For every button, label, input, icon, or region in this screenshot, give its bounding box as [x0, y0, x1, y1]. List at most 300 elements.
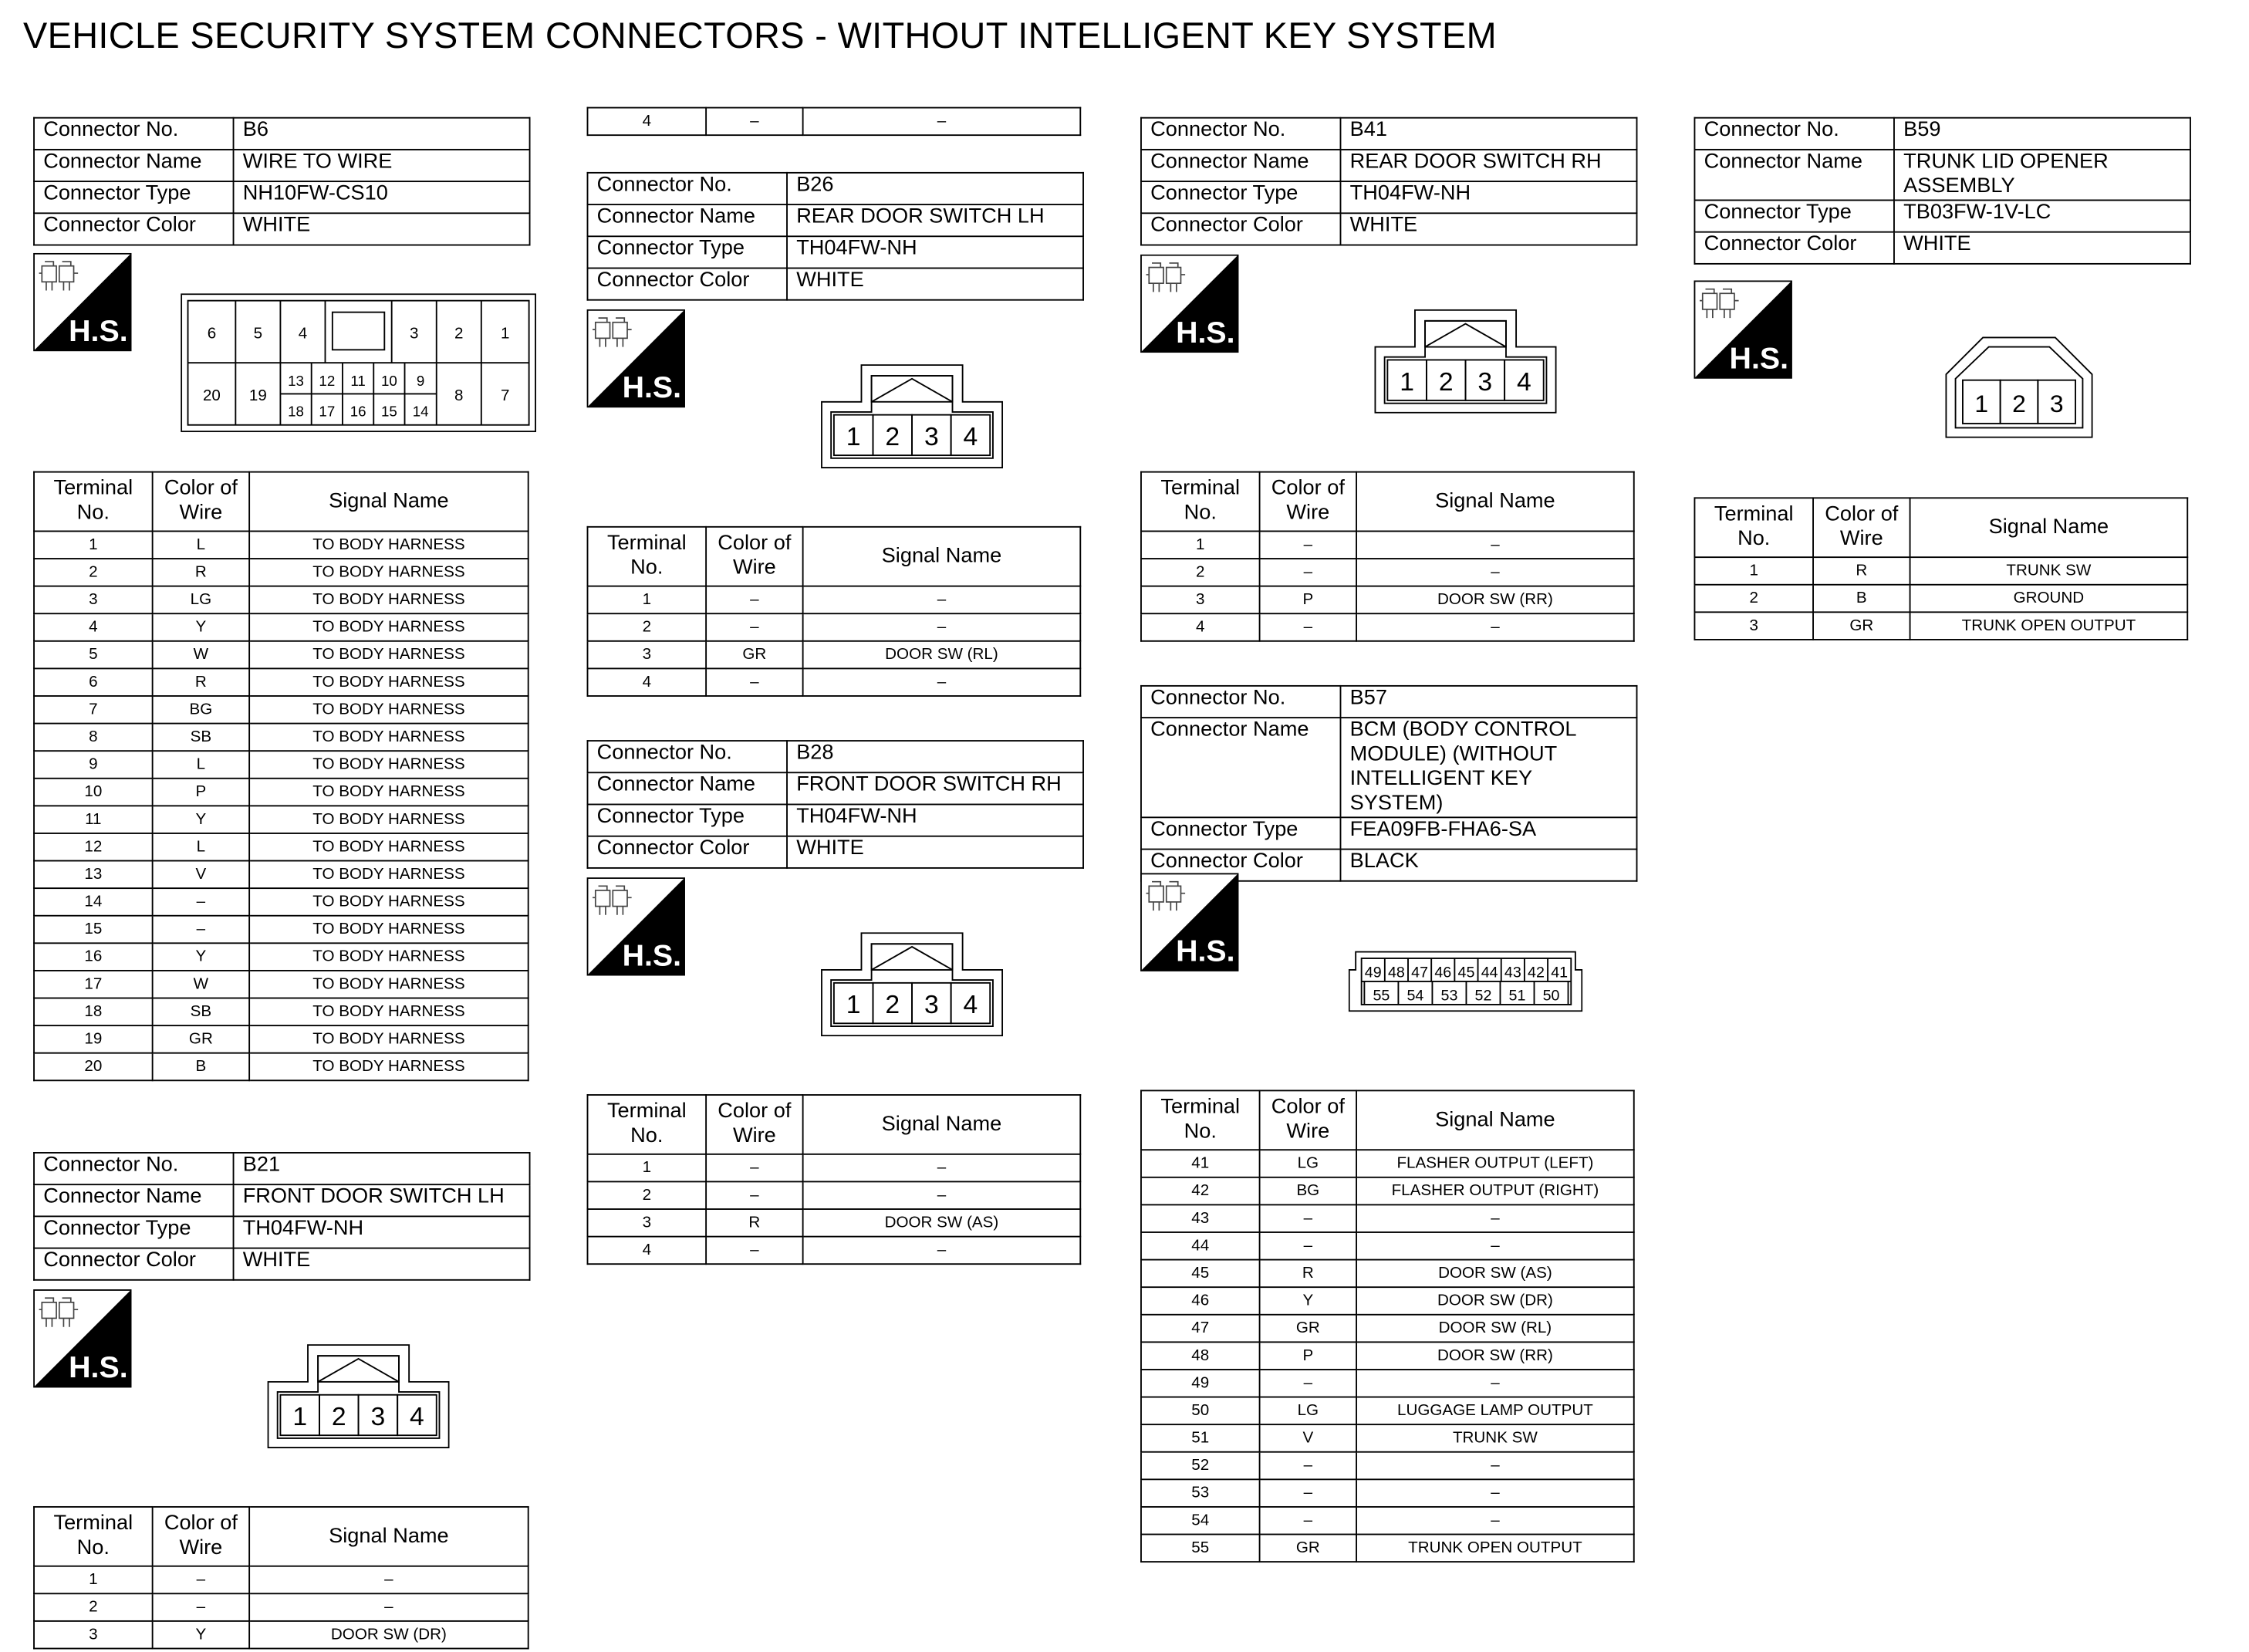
pin-label: 49 [1364, 964, 1382, 981]
signal-name-cell: TO BODY HARNESS [249, 833, 528, 861]
wire-color-cell: – [706, 613, 803, 641]
terminal-cell: 20 [34, 1053, 153, 1081]
wire-color-cell: B [1813, 585, 1910, 613]
connector-name-label: Connector Name [1694, 150, 1894, 201]
signal-name-cell: DOOR SW (RR) [1356, 1342, 1634, 1370]
table-row [587, 1237, 1080, 1265]
connector-type-label: Connector Type [587, 236, 787, 268]
signal-name-header: Signal Name [1356, 1090, 1634, 1150]
pin-label: 20 [202, 386, 221, 404]
table-row [1141, 559, 1634, 586]
wire-color-cell: V [1260, 1424, 1357, 1452]
terminal-cell: 15 [34, 916, 153, 944]
table-row [34, 998, 528, 1026]
terminal-cell: 54 [1141, 1507, 1260, 1535]
terminal-cell: 1 [1694, 557, 1813, 585]
wire-color-cell: – [1260, 1370, 1357, 1397]
connector-no-value: B6 [234, 118, 530, 150]
signal-name-cell: TRUNK OPEN OUTPUT [1356, 1535, 1634, 1562]
b28-header-table [587, 740, 1084, 869]
pin-label: 10 [380, 373, 397, 390]
terminal-cell: 51 [1141, 1424, 1260, 1452]
signal-name-cell: TO BODY HARNESS [249, 1025, 528, 1053]
pin-label: 48 [1387, 964, 1405, 981]
pin-label: 3 [924, 421, 939, 451]
hs-harness-side-icon [587, 877, 685, 975]
wire-color-cell: – [153, 1566, 250, 1594]
wire-color-cell: – [153, 916, 250, 944]
connector-no-label: Connector No. [34, 1153, 234, 1184]
wire-color-cell: – [1260, 531, 1357, 559]
table-row [34, 641, 528, 669]
connector-type-label: Connector Type [34, 181, 234, 213]
connector-color-label: Connector Color [1141, 213, 1341, 245]
hs-harness-side-icon [587, 309, 685, 407]
pin-label: 4 [963, 421, 978, 451]
table-row [587, 1154, 1080, 1182]
hs-harness-side-icon [1694, 280, 1792, 378]
terminal-no-header: Terminal No. [34, 1507, 153, 1566]
wire-color-cell: SB [153, 998, 250, 1026]
table-row [1694, 557, 2187, 585]
wire-color-cell: GR [1260, 1535, 1357, 1562]
wire-color-cell: R [1813, 557, 1910, 585]
b21-connector-face-diagram [268, 1344, 450, 1448]
connector-type-value: FEA09FB-FHA6-SA [1340, 817, 1636, 849]
terminal-cell: 49 [1141, 1370, 1260, 1397]
table-row [34, 1566, 528, 1594]
terminal-cell: 1 [1141, 531, 1260, 559]
signal-name-header: Signal Name [249, 1507, 528, 1566]
terminal-cell: 2 [587, 613, 706, 641]
connector-color-value: WHITE [787, 268, 1083, 299]
pin-label: 50 [1542, 987, 1560, 1005]
pin-label: 53 [1440, 987, 1458, 1005]
connector-name-label: Connector Name [1141, 718, 1341, 817]
signal-name-cell: TO BODY HARNESS [249, 806, 528, 833]
signal-name-cell: – [1356, 1204, 1634, 1232]
signal-name-cell: – [1356, 613, 1634, 641]
hs-label: H.S. [1176, 934, 1235, 968]
wire-color-cell: Y [153, 1621, 250, 1649]
pin-label: 1 [846, 421, 861, 451]
hs-label: H.S. [69, 1350, 128, 1385]
wire-color-cell: – [706, 1154, 803, 1182]
table-row [34, 1053, 528, 1081]
b28-connector-face-diagram [821, 932, 1003, 1036]
table-row [1141, 1452, 1634, 1480]
connector-no-value: B41 [1340, 118, 1636, 150]
wire-color-cell: – [706, 668, 803, 696]
pin-label: 43 [1504, 964, 1521, 981]
connector-color-label: Connector Color [1694, 232, 1894, 264]
pin-label: 51 [1508, 987, 1526, 1005]
wire-color-cell: W [153, 971, 250, 998]
pin-label: 9 [416, 373, 425, 390]
pin-label: 12 [319, 373, 336, 390]
wire-color-header: Color of Wire [706, 527, 803, 586]
wire-color-cell: – [706, 1181, 803, 1209]
signal-name-cell: – [803, 1181, 1081, 1209]
signal-name-cell: TO BODY HARNESS [249, 724, 528, 752]
pin-label: 47 [1411, 964, 1429, 981]
wire-color-cell: LG [153, 586, 250, 614]
signal-name-cell: – [1356, 1232, 1634, 1260]
signal-name-cell: TO BODY HARNESS [249, 613, 528, 641]
terminal-cell: 2 [34, 1593, 153, 1621]
signal-name-cell: – [249, 1566, 528, 1594]
pin-label: 41 [1551, 964, 1569, 981]
wire-color-cell: – [1260, 1232, 1357, 1260]
table-row [1141, 1287, 1634, 1315]
signal-name-cell: – [1356, 1370, 1634, 1397]
table-row [34, 1025, 528, 1053]
terminal-cell: 55 [1141, 1535, 1260, 1562]
connector-name-label: Connector Name [1141, 150, 1341, 181]
wire-color-cell: – [1260, 1479, 1357, 1507]
table-row [1694, 585, 2187, 613]
signal-name-cell: – [1356, 531, 1634, 559]
signal-name-cell: TO BODY HARNESS [249, 668, 528, 696]
wire-color-cell: – [706, 586, 803, 614]
wire-color-cell: L [153, 751, 250, 779]
connector-color-label: Connector Color [34, 1248, 234, 1280]
signal-name-cell: TRUNK SW [1356, 1424, 1634, 1452]
connector-no-value: B21 [234, 1153, 530, 1184]
wire-color-cell: – [153, 1593, 250, 1621]
connector-name-value: WIRE TO WIRE [234, 150, 530, 181]
wire-color-cell: – [1260, 1452, 1357, 1480]
table-row [34, 833, 528, 861]
terminal-cell: 18 [34, 998, 153, 1026]
table-row [1141, 1204, 1634, 1232]
connector-name-label: Connector Name [34, 150, 234, 181]
table-row [34, 613, 528, 641]
connector-color-label: Connector Color [587, 836, 787, 868]
table-row [587, 668, 1080, 696]
connector-type-label: Connector Type [1141, 817, 1341, 849]
signal-name-cell: TO BODY HARNESS [249, 751, 528, 779]
signal-name-cell: TO BODY HARNESS [249, 861, 528, 889]
connector-type-label: Connector Type [1141, 181, 1341, 213]
table-row [1141, 1260, 1634, 1288]
terminal-cell: 4 [1141, 613, 1260, 641]
table-row [1141, 1397, 1634, 1425]
pin-label: 2 [454, 324, 464, 343]
signal-name-cell: DOOR SW (RR) [1356, 586, 1634, 614]
connector-color-value: WHITE [234, 213, 530, 245]
wire-color-header: Color of Wire [153, 1507, 250, 1566]
signal-name-cell: TO BODY HARNESS [249, 916, 528, 944]
table-row [1141, 1177, 1634, 1205]
terminal-cell: 8 [34, 724, 153, 752]
signal-name-cell: DOOR SW (DR) [249, 1621, 528, 1649]
terminal-cell: 42 [1141, 1177, 1260, 1205]
signal-name-cell: DOOR SW (DR) [1356, 1287, 1634, 1315]
terminal-cell: 41 [1141, 1150, 1260, 1177]
wire-color-cell: L [153, 833, 250, 861]
terminal-cell: 4 [587, 1237, 706, 1265]
terminal-cell: 4 [34, 613, 153, 641]
table-row [587, 1209, 1080, 1237]
signal-name-cell: TRUNK SW [1910, 557, 2188, 585]
terminal-cell: 4 [587, 108, 706, 136]
terminal-cell: 45 [1141, 1260, 1260, 1288]
wire-color-cell: Y [153, 806, 250, 833]
table-row [34, 779, 528, 806]
table-row [587, 613, 1080, 641]
wire-color-cell: R [706, 1209, 803, 1237]
wire-color-cell: LG [1260, 1397, 1357, 1425]
wire-color-header: Color of Wire [1260, 1090, 1357, 1150]
pin-label: 17 [319, 403, 336, 420]
table-row [34, 1621, 528, 1649]
pin-label: 1 [500, 324, 510, 343]
terminal-cell: 1 [34, 531, 153, 559]
table-row [1141, 1424, 1634, 1452]
pin-label: 46 [1434, 964, 1452, 981]
signal-name-cell: – [1356, 1507, 1634, 1535]
wire-color-cell: P [1260, 586, 1357, 614]
terminal-cell: 11 [34, 806, 153, 833]
b6-connector-face-diagram [181, 293, 536, 432]
signal-name-cell: TO BODY HARNESS [249, 779, 528, 806]
table-row [1141, 1232, 1634, 1260]
pin-label: 14 [412, 403, 429, 420]
table-row [34, 888, 528, 916]
terminal-cell: 17 [34, 971, 153, 998]
wire-color-cell: BG [1260, 1177, 1357, 1205]
pin-label: 19 [248, 386, 267, 404]
terminal-cell: 50 [1141, 1397, 1260, 1425]
connector-color-value: WHITE [787, 836, 1083, 868]
connector-no-label: Connector No. [34, 118, 234, 150]
terminal-no-header: Terminal No. [587, 527, 706, 586]
signal-name-cell: FLASHER OUTPUT (LEFT) [1356, 1150, 1634, 1177]
signal-name-cell: – [249, 1593, 528, 1621]
pin-label: 2 [2012, 389, 2026, 417]
pin-label: 44 [1481, 964, 1498, 981]
pin-label: 7 [500, 386, 510, 404]
signal-name-cell: DOOR SW (AS) [1356, 1260, 1634, 1288]
pin-label: 4 [963, 990, 978, 1020]
b57-header-table [1140, 685, 1637, 882]
terminal-cell: 3 [1141, 586, 1260, 614]
terminal-cell: 43 [1141, 1204, 1260, 1232]
b59-connector-face-diagram [1945, 336, 2092, 437]
wire-color-header: Color of Wire [1260, 472, 1357, 532]
terminal-cell: 3 [34, 586, 153, 614]
table-row [1141, 613, 1634, 641]
terminal-cell: 3 [587, 1209, 706, 1237]
table-row [1141, 1370, 1634, 1397]
pin-label: 8 [454, 386, 464, 404]
table-row [34, 943, 528, 971]
signal-name-cell: – [803, 1154, 1081, 1182]
pin-label: 3 [924, 990, 939, 1020]
pin-label: 16 [350, 403, 366, 420]
signal-name-cell: TO BODY HARNESS [249, 586, 528, 614]
terminal-cell: 46 [1141, 1287, 1260, 1315]
table-row [1141, 531, 1634, 559]
pin-label: 3 [409, 324, 419, 343]
pin-label: 3 [370, 1402, 386, 1432]
pin-label: 4 [298, 324, 308, 343]
terminal-no-header: Terminal No. [1141, 472, 1260, 532]
b21-terminal-table [587, 107, 1082, 136]
signal-name-cell: TO BODY HARNESS [249, 531, 528, 559]
table-row [587, 1181, 1080, 1209]
connector-color-value: WHITE [1340, 213, 1636, 245]
signal-name-header: Signal Name [803, 1095, 1081, 1154]
wire-color-cell: GR [1260, 1315, 1357, 1343]
hs-label: H.S. [1729, 341, 1789, 376]
pin-label: 2 [1438, 367, 1454, 397]
wire-color-cell: – [1260, 613, 1357, 641]
pin-label: 6 [207, 324, 217, 343]
terminal-cell: 2 [587, 1181, 706, 1209]
signal-name-cell: – [803, 108, 1081, 136]
pin-label: 13 [288, 373, 304, 390]
terminal-cell: 13 [34, 861, 153, 889]
b6-header-table [33, 117, 530, 246]
wire-color-cell: L [153, 531, 250, 559]
wire-color-header: Color of Wire [153, 472, 250, 532]
b59-header-table [1694, 117, 2191, 265]
b28-terminal-table [587, 1094, 1082, 1265]
table-row [34, 1593, 528, 1621]
connector-no-value: B57 [1340, 686, 1636, 718]
terminal-cell: 7 [34, 696, 153, 724]
connector-type-label: Connector Type [587, 804, 787, 836]
signal-name-cell: – [1356, 559, 1634, 586]
hs-harness-side-icon [33, 253, 131, 351]
table-row [34, 861, 528, 889]
terminal-cell: 9 [34, 751, 153, 779]
terminal-cell: 1 [34, 1566, 153, 1594]
connector-name-label: Connector Name [587, 204, 787, 236]
b6-terminal-table [33, 471, 529, 1082]
wire-color-cell: P [1260, 1342, 1357, 1370]
connector-type-value: TH04FW-NH [787, 236, 1083, 268]
connector-color-label: Connector Color [1141, 850, 1341, 881]
table-row [34, 696, 528, 724]
pin-label: 2 [885, 421, 900, 451]
signal-name-cell: DOOR SW (AS) [803, 1209, 1081, 1237]
connector-name-value: REAR DOOR SWITCH LH [787, 204, 1083, 236]
pin-label: 1 [846, 990, 861, 1020]
pin-label: 4 [1517, 367, 1531, 397]
table-row [34, 971, 528, 998]
signal-name-cell: DOOR SW (RL) [1356, 1315, 1634, 1343]
signal-name-cell: TO BODY HARNESS [249, 641, 528, 669]
pin-label: 1 [1400, 367, 1415, 397]
wire-color-cell: B [153, 1053, 250, 1081]
wire-color-cell: – [706, 1237, 803, 1265]
table-row [34, 806, 528, 833]
wire-color-cell: V [153, 861, 250, 889]
connector-color-value: BLACK [1340, 850, 1636, 881]
connector-name-label: Connector Name [587, 772, 787, 804]
signal-name-cell: TRUNK OPEN OUTPUT [1910, 612, 2188, 640]
pin-label: 11 [350, 373, 366, 390]
terminal-cell: 19 [34, 1025, 153, 1053]
terminal-cell: 3 [1694, 612, 1813, 640]
connector-no-label: Connector No. [1141, 686, 1341, 718]
b26-header-table [587, 172, 1084, 301]
table-row [34, 531, 528, 559]
signal-name-cell: TO BODY HARNESS [249, 559, 528, 586]
table-row [587, 586, 1080, 614]
pin-label: 15 [380, 403, 397, 420]
pin-label: 1 [292, 1402, 308, 1432]
wire-color-cell: GR [1813, 612, 1910, 640]
signal-name-cell: TO BODY HARNESS [249, 971, 528, 998]
table-row [34, 751, 528, 779]
wire-color-cell: R [153, 668, 250, 696]
hs-label: H.S. [1176, 315, 1235, 350]
wire-color-cell: P [153, 779, 250, 806]
connector-type-value: TH04FW-NH [1340, 181, 1636, 213]
signal-name-cell: FLASHER OUTPUT (RIGHT) [1356, 1177, 1634, 1205]
table-row [1141, 1150, 1634, 1177]
terminal-cell: 48 [1141, 1342, 1260, 1370]
table-row [1141, 1315, 1634, 1343]
signal-name-cell: TO BODY HARNESS [249, 696, 528, 724]
table-row [34, 668, 528, 696]
terminal-cell: 1 [587, 586, 706, 614]
terminal-cell: 2 [1694, 585, 1813, 613]
table-row [1141, 1535, 1634, 1562]
signal-name-cell: TO BODY HARNESS [249, 998, 528, 1026]
wire-color-cell: – [706, 108, 803, 136]
connector-type-value: TH04FW-NH [787, 804, 1083, 836]
signal-name-header: Signal Name [1910, 498, 2188, 557]
signal-name-cell: GROUND [1910, 585, 2188, 613]
wire-color-cell: W [153, 641, 250, 669]
pin-label: 2 [331, 1402, 346, 1432]
b41-terminal-table [1140, 471, 1635, 642]
connector-color-label: Connector Color [587, 268, 787, 299]
wire-color-cell: GR [153, 1025, 250, 1053]
table-row [34, 724, 528, 752]
wire-color-cell: – [1260, 1204, 1357, 1232]
terminal-cell: 3 [34, 1621, 153, 1649]
connector-name-value: REAR DOOR SWITCH RH [1340, 150, 1636, 181]
table-row [1141, 1479, 1634, 1507]
hs-label: H.S. [622, 370, 682, 405]
b41-connector-face-diagram [1375, 309, 1557, 414]
signal-name-cell: – [803, 613, 1081, 641]
terminal-no-header: Terminal No. [34, 472, 153, 532]
terminal-cell: 14 [34, 888, 153, 916]
connector-name-value: BCM (BODY CONTROL MODULE) (WITHOUT INTELLIGENT KEY SYSTEM) [1340, 718, 1636, 817]
signal-name-cell: – [1356, 1479, 1634, 1507]
signal-name-cell: TO BODY HARNESS [249, 943, 528, 971]
pin-label: 4 [410, 1402, 424, 1432]
b59-terminal-table [1694, 497, 2189, 640]
wire-color-cell: R [1260, 1260, 1357, 1288]
connector-color-label: Connector Color [34, 213, 234, 245]
hs-label: H.S. [622, 938, 682, 973]
connector-type-value: TH04FW-NH [234, 1216, 530, 1248]
b57-connector-face-diagram [1349, 951, 1582, 1012]
terminal-cell: 1 [587, 1154, 706, 1182]
terminal-cell: 5 [34, 641, 153, 669]
pin-label: 1 [1974, 389, 1989, 417]
connector-no-value: B28 [787, 741, 1083, 772]
table-row [587, 108, 1080, 136]
